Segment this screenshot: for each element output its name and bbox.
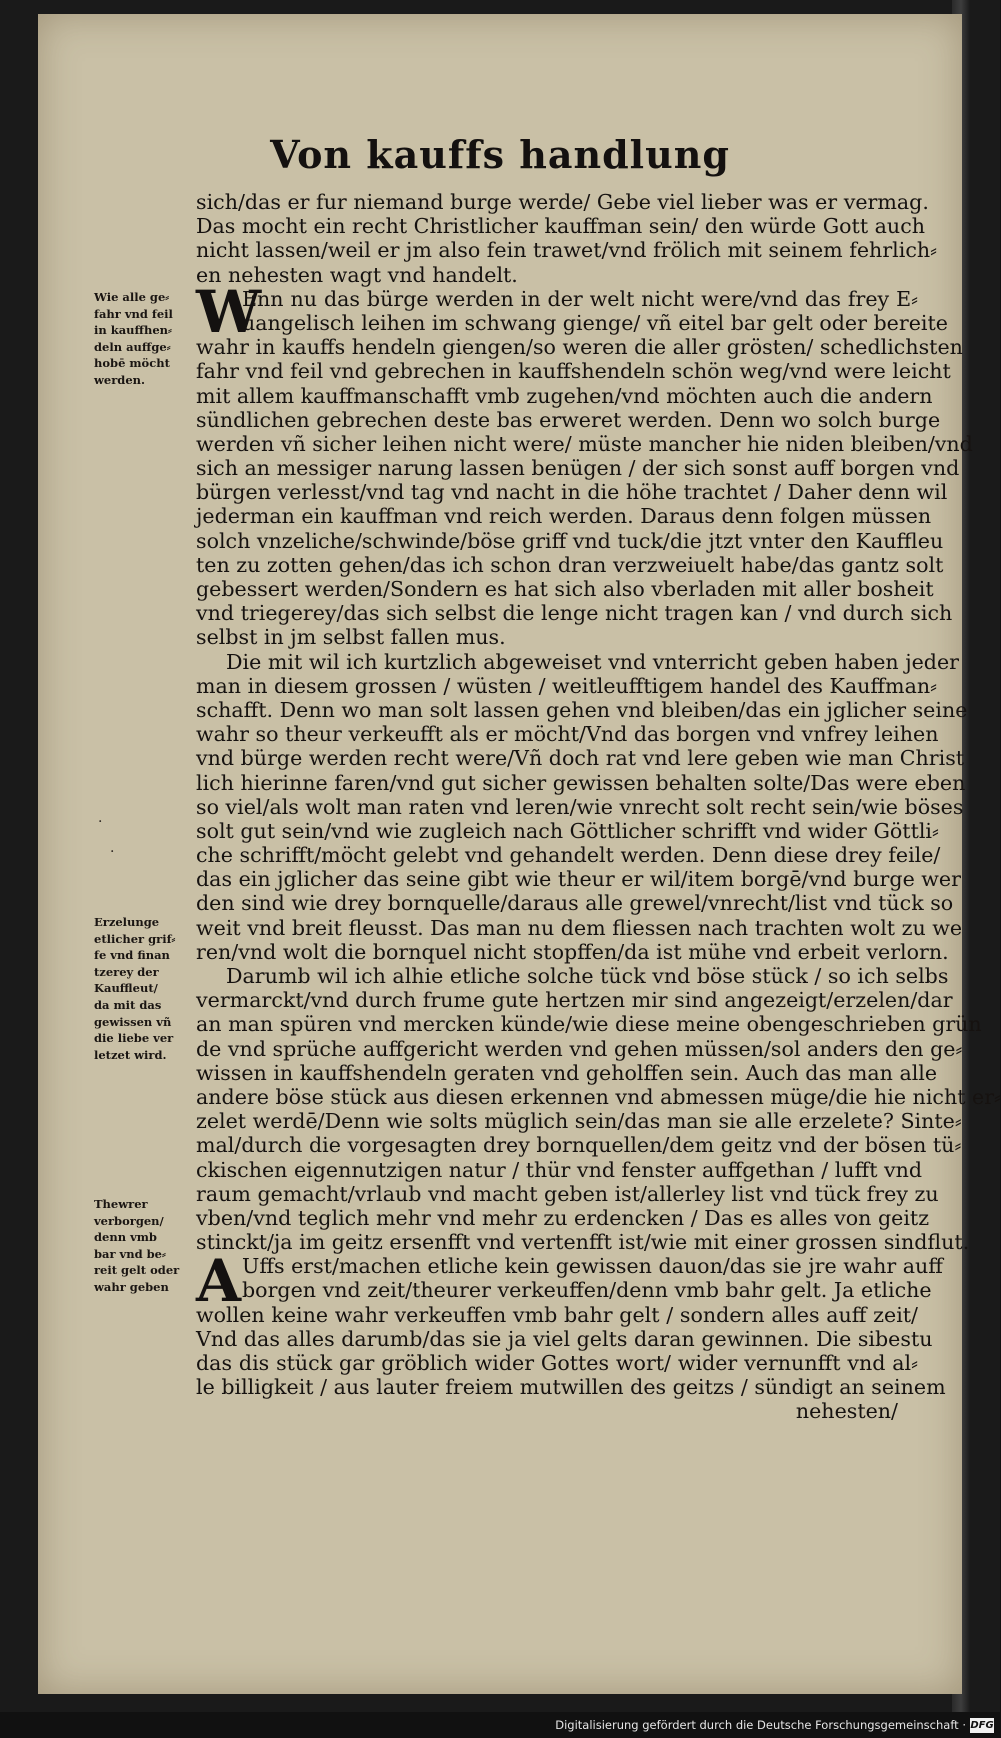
text-line: weit vnd breit fleusst. Das man nu dem fliessen nach trachten wolt zu we bbox=[196, 915, 963, 940]
margin-note-line: fe vnd finan bbox=[94, 948, 170, 963]
text-line: so viel/als wolt man raten vnd leren/wie vnrecht solt recht sein/wie böses bbox=[196, 794, 964, 819]
text-line: Darumb wil ich alhie etliche solche tück vnd böse stück / so ich selbs bbox=[226, 964, 949, 988]
text-line: selbst in jm selbst fallen mus. bbox=[196, 625, 506, 650]
text-line: ten zu zotten gehen/das ich schon dran verzweiuelt habe/das gantz solt bbox=[196, 552, 944, 577]
margin-note-line: etlicher grif⸗ bbox=[94, 931, 176, 946]
margin-note-line: verborgen/ bbox=[94, 1213, 164, 1228]
margin-note-1 bbox=[94, 289, 190, 389]
catchword: nehesten/ bbox=[795, 1399, 898, 1424]
margin-note-line: Kauffleut/ bbox=[94, 981, 158, 996]
text-line: sich an messiger narung lassen benügen / der sich sonst auff borgen vnd bbox=[196, 456, 960, 481]
text-line: mit allem kauffmanschafft vmb zugehen/vnd möchten auch die andern bbox=[196, 383, 933, 408]
text-line: Das mocht ein recht Christlicher kauffman sein/ den würde Gott auch bbox=[196, 214, 925, 239]
margin-note-line: die liebe ver bbox=[94, 1031, 174, 1046]
main-text bbox=[196, 190, 1001, 1424]
book-page bbox=[38, 14, 1001, 1694]
margin-note-line: denn vmb bbox=[94, 1230, 157, 1245]
margin-note-line: werden. bbox=[94, 372, 145, 387]
text-line: raum gemacht/vrlaub vnd macht geben ist/allerley list vnd tück frey zu bbox=[196, 1181, 939, 1206]
text-line: werden vñ sicher leihen nicht were/ müste mancher hie niden bleiben/vnd bbox=[196, 431, 973, 456]
text-line: de vnd sprüche auffgericht werden vnd gehen müssen/sol anders den ge⸗ bbox=[196, 1036, 963, 1061]
text-line: fahr vnd feil vnd gebrechen in kauffshendeln schön weg/vnd were leicht bbox=[196, 359, 951, 384]
paragraph-2 bbox=[196, 277, 973, 650]
text-line: Vnd das alles darumb/das sie ja viel gelts daran gewinnen. Die sibestu bbox=[196, 1326, 933, 1351]
text-line: solt gut sein/vnd wie zugleich nach Göttlicher schrifft vnd wider Göttli⸗ bbox=[196, 818, 939, 843]
margin-note-line: tzerey der bbox=[94, 964, 159, 979]
text-line: nicht lassen/weil er jm also fein trawet/vnd frölich mit seinem fehrlich⸗ bbox=[196, 238, 937, 263]
margin-note-2 bbox=[94, 914, 190, 1063]
text-line: stinckt/ja im geitz ersenfft vnd vertenfft ist/wie mit einer grossen sindflut. bbox=[196, 1230, 970, 1255]
margin-mark: · bbox=[110, 844, 115, 860]
text-line: lich hierinne faren/vnd gut sicher gewissen behalten solte/Das were eben bbox=[196, 770, 966, 795]
margin-note-line: deln auffge⸗ bbox=[94, 339, 171, 354]
margin-note-line: Thewrer bbox=[94, 1197, 148, 1211]
margin-note-line: bar vnd be⸗ bbox=[94, 1246, 166, 1261]
text-line: bürgen verlesst/vnd tag vnd nacht in die höhe trachtet / Daher denn wil bbox=[196, 480, 948, 505]
drop-cap-w: W bbox=[196, 277, 262, 346]
paragraph-5 bbox=[196, 1247, 946, 1400]
text-line: ren/vnd wolt die bornquel nicht stopffen/da ist mühe vnd erbeit verlorn. bbox=[196, 939, 949, 964]
margin-note-line: wahr geben bbox=[94, 1279, 169, 1294]
margin-note-line: in kauffhen⸗ bbox=[94, 323, 172, 338]
paragraph-1 bbox=[196, 190, 937, 287]
text-line: andere böse stück aus diesen erkennen vnd abmessen müge/die hie nicht er⸗ bbox=[196, 1084, 1001, 1109]
text-line: en nehesten wagt vnd handelt. bbox=[196, 262, 518, 287]
margin-note-line: da mit das bbox=[94, 997, 162, 1012]
text-line: solch vnzeliche/schwinde/böse griff vnd tuck/die jtzt vnter den Kauffleu bbox=[196, 528, 944, 553]
text-line: wahr in kauffs hendeln giengen/so weren die aller grösten/ schedlichsten bbox=[196, 335, 963, 360]
text-line: borgen vnd zeit/theurer verkeuffen/denn vmb bahr gelt. Ja etliche bbox=[242, 1278, 932, 1303]
margin-note-line: fahr vnd feil bbox=[94, 306, 173, 321]
text-line: das dis stück gar gröblich wider Gottes wort/ wider vernunfft vnd al⸗ bbox=[196, 1351, 918, 1375]
text-line: sündlichen gebrechen deste bas erweret werden. Denn wo solch burge bbox=[196, 407, 941, 432]
text-line: das ein jglicher das seine gibt wie theur er wil/item borgē/vnd burge wer bbox=[196, 867, 961, 892]
text-line: uangelisch leihen im schwang gienge/ vñ eitel bar gelt oder bereite bbox=[242, 310, 948, 335]
margin-mark: · bbox=[98, 814, 103, 830]
text-line: zelet werdē/Denn wie solts müglich sein/das man sie alle erzelete? Sinte⸗ bbox=[196, 1109, 962, 1134]
margin-note-line: gewissen vñ bbox=[94, 1014, 172, 1029]
dfg-logo: DFG bbox=[970, 1720, 994, 1731]
text-line: wahr so theur verkeufft als er möcht/Vnd das borgen vnd vnfrey leihen bbox=[196, 722, 939, 747]
margin-note-line: Wie alle ge⸗ bbox=[94, 290, 170, 304]
text-line: vnd triegerey/das sich selbst die lenge nicht tragen kan / vnd durch sich bbox=[196, 601, 953, 626]
text-line: an man spüren vnd mercken künde/wie diese meine obengeschrieben grün bbox=[196, 1012, 982, 1037]
running-header: Von kauffs handlung bbox=[270, 132, 730, 177]
text-line: le billigkeit / aus lauter freiem mutwillen des geitzs / sündigt an seinem bbox=[196, 1375, 946, 1400]
text-line: Enn nu das bürge werden in der welt nicht were/vnd das frey E⸗ bbox=[242, 286, 918, 311]
margin-note-3 bbox=[94, 1196, 190, 1296]
paragraph-3 bbox=[196, 649, 968, 964]
footer-credit: Digitalisierung gefördert durch die Deutsche Forschungsgemeinschaft · bbox=[555, 1718, 966, 1732]
margin-note-line: letzet wird. bbox=[94, 1047, 167, 1062]
margin-note-line: Erzelunge bbox=[94, 915, 160, 929]
text-line: vben/vnd teglich mehr vnd mehr zu erdencken / Das es alles von geitz bbox=[196, 1205, 930, 1230]
text-line: che schrifft/möcht gelebt vnd gehandelt werden. Denn diese drey feile/ bbox=[196, 843, 941, 868]
text-line: jederman ein kauffman vnd reich werden. Daraus denn folgen müssen bbox=[196, 504, 932, 529]
text-line: den sind wie drey bornquelle/daraus alle grewel/vnrecht/list vnd tück so bbox=[196, 891, 954, 916]
drop-cap-a: A bbox=[196, 1247, 242, 1316]
text-line: Uffs erst/machen etliche kein gewissen dauon/das sie jre wahr auff bbox=[242, 1254, 943, 1279]
text-line: vermarckt/vnd durch frume gute hertzen mir sind angezeigt/erzelen/dar bbox=[196, 988, 953, 1013]
text-line: schafft. Denn wo man solt lassen gehen vnd bleiben/das ein jglicher seine bbox=[196, 697, 968, 722]
text-line: gebessert werden/Sondern es hat sich also vberladen mit aller bosheit bbox=[196, 577, 934, 601]
text-line: ckischen eigennutzigen natur / thür vnd fenster auffgethan / lufft vnd bbox=[196, 1157, 923, 1182]
text-line: mal/durch die vorgesagten drey bornquellen/dem geitz vnd der bösen tü⸗ bbox=[196, 1133, 962, 1158]
text-line: vnd bürge werden recht were/Vñ doch rat vnd lere geben wie man Christ bbox=[196, 746, 965, 771]
text-line: sich/das er fur niemand burge werde/ Gebe viel lieber was er vermag. bbox=[196, 190, 929, 214]
margin-note-line: reit gelt oder bbox=[94, 1263, 180, 1278]
text-line: wollen keine wahr verkeuffen vmb bahr gelt / sondern alles auff zeit/ bbox=[196, 1302, 918, 1327]
text-line: man in diesem grossen / wüsten / weitleufftigem handel des Kauffman⸗ bbox=[196, 673, 937, 698]
text-line: Die mit wil ich kurtzlich abgeweiset vnd vnterricht geben haben jeder bbox=[226, 649, 960, 674]
margin-note-line: hobē möcht bbox=[94, 356, 170, 371]
paragraph-4 bbox=[196, 964, 1001, 1255]
text-line: wissen in kauffshendeln geraten vnd geholffen sein. Auch das man alle bbox=[196, 1060, 938, 1085]
